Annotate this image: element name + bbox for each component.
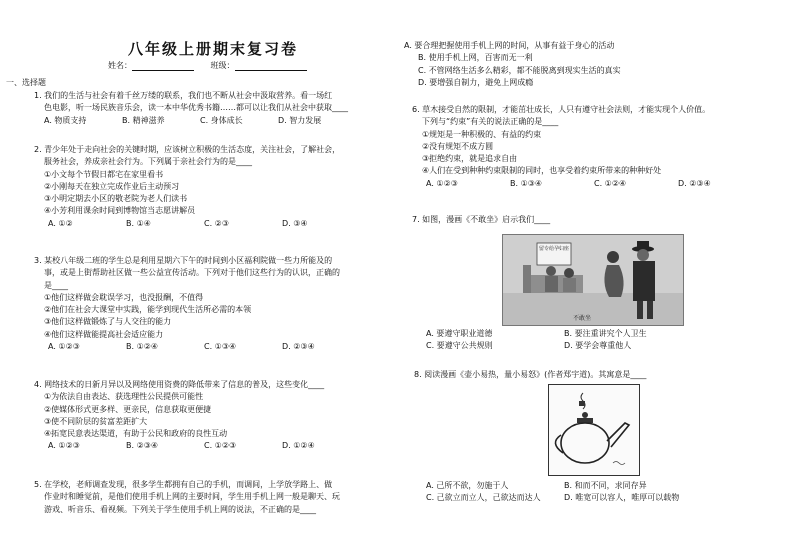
comic-illustration bbox=[503, 235, 683, 325]
statement: ②小刚每天在独立完成作业后主动预习 bbox=[44, 181, 180, 191]
option[interactable]: D. 智力发展 bbox=[278, 115, 322, 125]
option[interactable]: B. ①③④ bbox=[510, 178, 543, 188]
question-line: 5. 在学校，老师调查发现，很多学生都拥有自己的手机，而调间，上学放学路上、做 bbox=[34, 480, 333, 489]
statement: ④拓宽民意表达渠道，有助于公民和政府的良性互动 bbox=[44, 429, 228, 439]
option[interactable]: D. ②③④ bbox=[678, 178, 711, 188]
name-label: 姓名： bbox=[108, 61, 132, 70]
statement: ①规矩是一种积极的、有益的约束 bbox=[422, 129, 542, 139]
statement: ①为依法自由表达、获选理性公民提供可能性 bbox=[44, 392, 204, 402]
option[interactable]: B. 和而不同，求同存异 bbox=[564, 481, 647, 490]
statement: ④小芳利用课余时间到博物馆当志愿讲解员 bbox=[44, 206, 196, 216]
option[interactable]: B. 要注重讲究个人卫生 bbox=[564, 329, 647, 338]
question-line: 作业时和睡觉前，是他们使用手机上网的主要时间，学生用手机上网一般是聊天、玩 bbox=[44, 492, 340, 502]
question-line: 色电影，听一场民族音乐会，读一本中华优秀书籍……都可以让我们从社会中获取____ bbox=[44, 103, 348, 113]
statement: ①小文每个节假日都宅在家里看书 bbox=[44, 169, 164, 179]
name-blank[interactable] bbox=[132, 61, 194, 71]
option[interactable]: D. 唯宽可以容人，唯厚可以载物 bbox=[564, 493, 680, 503]
section-heading: 一、选择题 bbox=[6, 78, 46, 87]
comic-teapot bbox=[548, 384, 640, 476]
statement: ③他们这样做锻炼了与人交往的能力 bbox=[44, 317, 172, 327]
option[interactable]: B. ①④ bbox=[126, 218, 151, 228]
option[interactable]: C. ①②④ bbox=[594, 178, 627, 188]
option[interactable]: D. ①②④ bbox=[282, 441, 315, 451]
class-label: 班级： bbox=[210, 61, 235, 70]
option[interactable]: A. 物质支持 bbox=[44, 115, 87, 125]
question-line: 游戏、听音乐、看视频。下列关于学生使用手机上网的说法，不正确的是____ bbox=[44, 504, 316, 514]
option[interactable]: C. 不管网络生活多么精彩，都不能脱离到现实生活的真实 bbox=[418, 65, 621, 75]
question-5 bbox=[34, 479, 394, 516]
comic-caption: 不敢坐 bbox=[573, 315, 592, 322]
option[interactable]: D. ②③④ bbox=[282, 342, 315, 352]
question-8 bbox=[414, 369, 784, 381]
option[interactable]: A. 要合理把握使用手机上网的时间，从事有益于身心的活动 bbox=[404, 41, 615, 50]
option[interactable]: A. ①②③ bbox=[48, 342, 80, 352]
question-line: 事，或是上街帮助社区做一些公益宣传活动。下列对于他们这些行为的认识，正确的 bbox=[44, 268, 340, 278]
question-line: 是____ bbox=[44, 280, 68, 290]
statement: ③拒绝约束，就是追求自由 bbox=[422, 154, 518, 164]
question-line: 下列与“约束”有关的说法正确的是____ bbox=[422, 117, 559, 127]
question-line: 7. 如图，漫画《不敢坐》启示我们____ bbox=[412, 215, 551, 224]
statement: ③小明定期去小区的敬老院为老人们读书 bbox=[44, 194, 188, 204]
option[interactable]: A. 要遵守职业道德 bbox=[426, 329, 493, 338]
option[interactable]: A. ①② bbox=[48, 218, 73, 228]
question-6 bbox=[412, 104, 784, 190]
option[interactable]: D. 要增强自制力，避免上网成瘾 bbox=[418, 77, 534, 87]
statement: ④人们在受到种种约束限制的同时，也享受着约束所带来的种种好处 bbox=[422, 166, 662, 176]
question-line: 3. 某校八年级二班的学生总是利用星期六下午的时间到小区福利院做一些力所能及的 bbox=[34, 256, 333, 265]
question-8-options bbox=[426, 480, 786, 505]
question-7 bbox=[412, 214, 784, 226]
question-4 bbox=[34, 379, 394, 453]
option[interactable]: A. ①②③ bbox=[426, 178, 458, 188]
statement: ③使不同阶层的贫富差距扩大 bbox=[44, 416, 148, 426]
statement: ②使媒体形式更多样、更亲民，信息获取更便捷 bbox=[44, 404, 212, 414]
class-blank[interactable] bbox=[235, 61, 307, 71]
option[interactable]: A. 己所不欲，勿施于人 bbox=[426, 481, 509, 490]
option[interactable]: D. 要学会尊重他人 bbox=[564, 341, 632, 351]
question-5-options bbox=[404, 40, 784, 89]
option[interactable]: C. 身体成长 bbox=[200, 115, 243, 125]
option[interactable]: B. ②③④ bbox=[126, 441, 159, 451]
comic-sign-text: 留专给孕妇座 bbox=[539, 246, 570, 252]
question-line: 6. 草木接受自然的限制，才能茁壮成长，人只有遵守社会法则，才能实现个人价值。 bbox=[412, 105, 711, 114]
option[interactable]: D. ③④ bbox=[282, 218, 308, 228]
statement: ②没有规矩不成方圆 bbox=[422, 141, 494, 151]
question-line: 1. 我们的生活与社会有着千丝万缕的联系，我们也不断从社会中汲取营养。看一场红 bbox=[34, 91, 333, 100]
question-line: 8. 阅读漫画《壶小易热，量小易怒》(作者郑宇道)。其寓意是____ bbox=[414, 370, 647, 379]
question-3 bbox=[34, 255, 394, 353]
option[interactable]: B. 精神滋养 bbox=[122, 115, 165, 125]
statement: ④他们这样做能提高社会适应能力 bbox=[44, 329, 164, 339]
option[interactable]: C. ②③ bbox=[204, 218, 230, 228]
page-title: 八年级上册期末复习卷 bbox=[128, 40, 299, 58]
question-2 bbox=[34, 144, 394, 230]
question-line: 4. 网络技术的日新月异以及网络使用资费的降低带来了信息的普及，这些变化____ bbox=[34, 380, 325, 389]
statement: ②他们在社会大课堂中实践，能学到现代生活所必需的本领 bbox=[44, 305, 252, 315]
option[interactable]: C. ①③④ bbox=[204, 342, 237, 352]
question-1 bbox=[34, 90, 394, 127]
option[interactable]: A. ①②③ bbox=[48, 441, 80, 451]
teapot-illustration bbox=[549, 385, 639, 475]
option[interactable]: C. 己欲立而立人，己欲达而达人 bbox=[426, 493, 541, 503]
statement: ①他们这样做会耽误学习，也没报酬，不值得 bbox=[44, 292, 204, 302]
name-class-line bbox=[108, 60, 307, 71]
question-line: 服务社会，养成亲社会行为。下列属于亲社会行为的是____ bbox=[44, 157, 252, 167]
option[interactable]: B. 使用手机上网，百害而无一利 bbox=[418, 53, 533, 63]
question-7-options bbox=[426, 328, 786, 353]
question-line: 2. 青少年处于走向社会的关键时期，应该树立积极的生活态度，关注社会，了解社会， bbox=[34, 145, 341, 154]
option[interactable]: C. ①②③ bbox=[204, 441, 237, 451]
option[interactable]: B. ①②④ bbox=[126, 342, 159, 352]
option[interactable]: C. 要遵守公共规则 bbox=[426, 341, 493, 351]
comic-not-dare-to-sit bbox=[502, 234, 684, 326]
